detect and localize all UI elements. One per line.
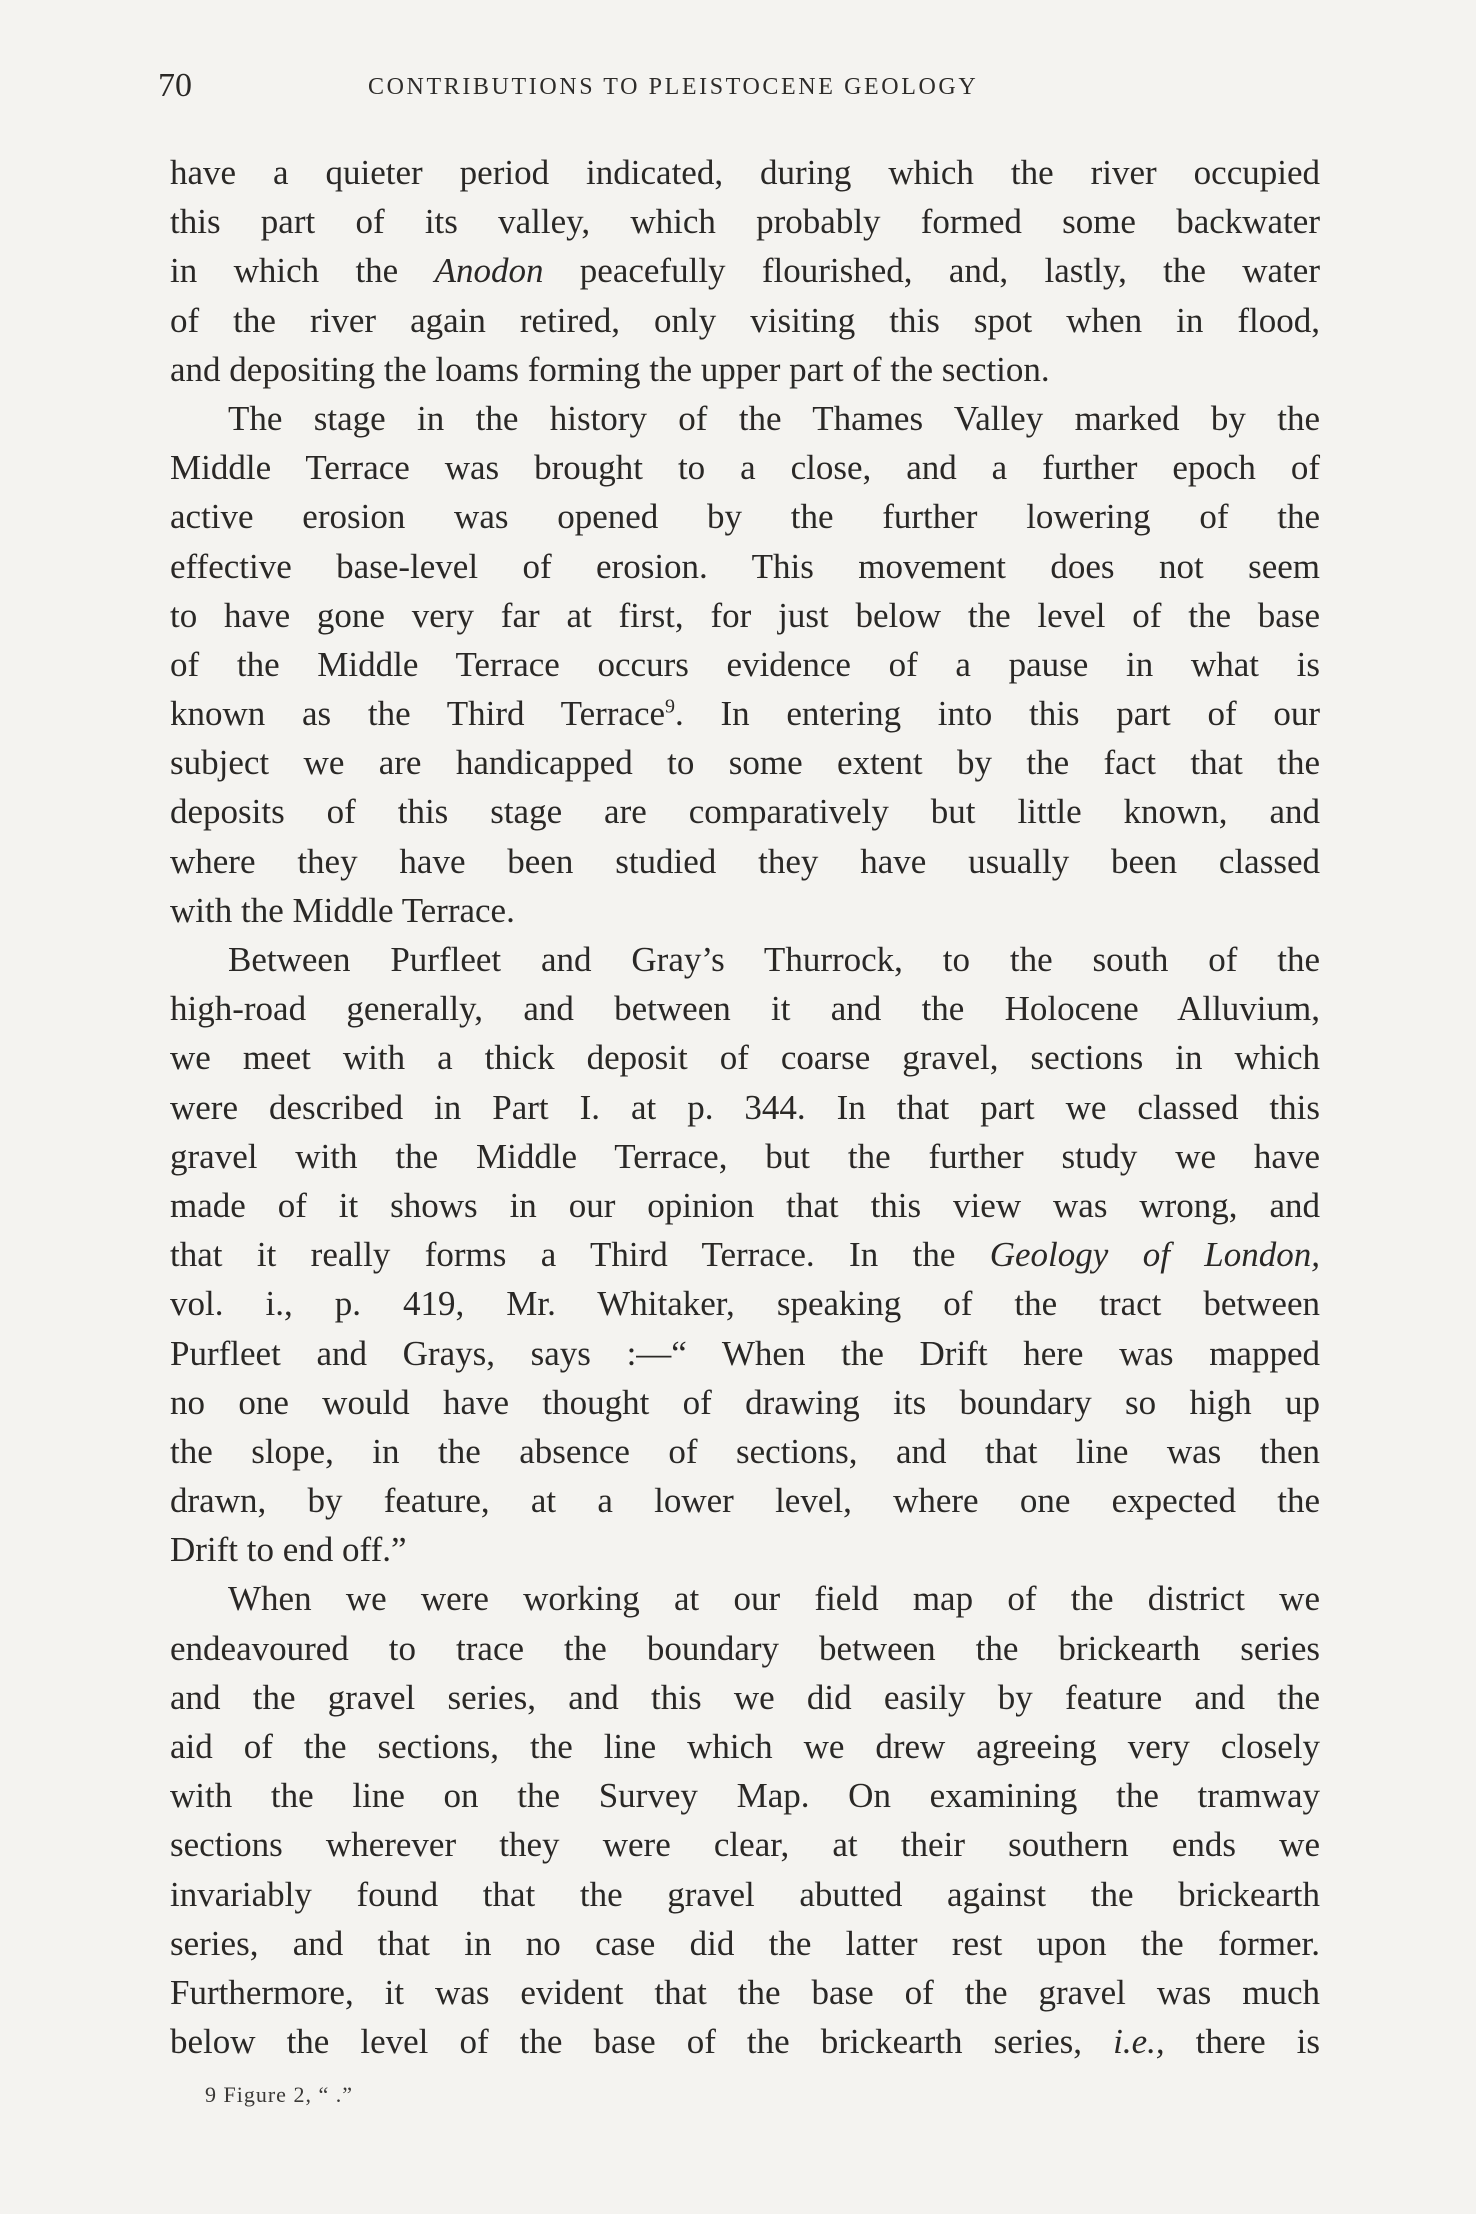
text-segment: . In entering into this part of our	[675, 694, 1320, 734]
text-line: with the line on the Survey Map. On examining the tramway	[170, 1776, 1320, 1816]
text-line: drawn, by feature, at a lower level, where one expected the	[170, 1481, 1320, 1521]
text-line: sections wherever they were clear, at their southern ends we	[170, 1825, 1320, 1865]
text-line: high-road generally, and between it and the Holocene Alluvium,	[170, 989, 1320, 1029]
text-line: and depositing the loams forming the upper part of the section.	[170, 349, 1050, 389]
text-line: deposits of this stage are comparatively but little known, and	[170, 792, 1320, 832]
text-line	[170, 2017, 1320, 2066]
italic-abbreviation: i.e.,	[1113, 2022, 1165, 2062]
text-line: invariably found that the gravel abutted against the brickearth	[170, 1874, 1320, 1914]
text-segment: that it really forms a Third Terrace. In the	[170, 1235, 956, 1275]
text-line: the slope, in the absence of sections, and that line was then	[170, 1431, 1320, 1471]
text-line: and the gravel series, and this we did easily by feature and the	[170, 1677, 1320, 1717]
footnote: 9 Figure 2, “ .”	[205, 2082, 353, 2107]
text-line: The stage in the history of the Thames Valley marked by the	[228, 398, 1320, 438]
text-line: Furthermore, it was evident that the base of the gravel was much	[170, 1972, 1320, 2012]
text-line: Purfleet and Grays, says :—“ When the Drift here was mapped	[170, 1333, 1320, 1373]
text-segment: there is	[1195, 2022, 1320, 2062]
text-segment: in which the	[170, 251, 399, 291]
text-line	[170, 1230, 1320, 1279]
text-line: Drift to end off.”	[170, 1530, 407, 1570]
text-line: made of it shows in our opinion that this view was wrong, and	[170, 1185, 1320, 1225]
text-segment: known as the Third Terrace	[170, 694, 666, 734]
page-number: 70	[158, 67, 192, 104]
running-head	[158, 66, 1318, 106]
text-line: no one would have thought of drawing its boundary so high up	[170, 1382, 1320, 1422]
text-line: effective base-level of erosion. This movement does not seem	[170, 546, 1320, 586]
footnote-marker: 9	[665, 695, 676, 718]
text-line: this part of its valley, which probably formed some backwater	[170, 202, 1320, 242]
text-segment: below the level of the base of the brickearth series,	[170, 2022, 1083, 2062]
text-line: were described in Part I. at p. 344. In that part we classed this	[170, 1087, 1320, 1127]
text-line: to have gone very far at first, for just below the level of the base	[170, 595, 1320, 635]
text-line	[170, 246, 1320, 295]
running-title: CONTRIBUTIONS TO PLEISTOCENE GEOLOGY	[368, 74, 979, 100]
text-line	[170, 689, 1320, 738]
italic-title: Geology of London,	[989, 1235, 1321, 1275]
text-line: with the Middle Terrace.	[170, 890, 515, 930]
text-line: gravel with the Middle Terrace, but the further study we have	[170, 1136, 1320, 1176]
text-line: vol. i., p. 419, Mr. Whitaker, speaking of the tract between	[170, 1284, 1320, 1324]
text-line: active erosion was opened by the further lowering of the	[170, 497, 1320, 537]
text-line: endeavoured to trace the boundary between the brickearth series	[170, 1628, 1320, 1668]
italic-term: Anodon	[434, 251, 544, 291]
text-line: When we were working at our field map of the district we	[228, 1579, 1320, 1619]
text-line: where they have been studied they have usually been classed	[170, 841, 1320, 881]
text-line: we meet with a thick deposit of coarse gravel, sections in which	[170, 1038, 1320, 1078]
text-line: Between Purfleet and Gray’s Thurrock, to the south of the	[228, 940, 1320, 979]
text-line: of the river again retired, only visiting this spot when in flood,	[170, 300, 1320, 340]
text-line: have a quieter period indicated, during which the river occupied	[170, 153, 1320, 192]
text-line: series, and that in no case did the latter rest upon the former.	[170, 1923, 1320, 1963]
text-line: of the Middle Terrace occurs evidence of a pause in what is	[170, 644, 1320, 684]
body-text	[170, 148, 1320, 2066]
text-line: aid of the sections, the line which we drew agreeing very closely	[170, 1727, 1320, 1766]
text-line: Middle Terrace was brought to a close, and a further epoch of	[170, 448, 1320, 488]
text-segment: peacefully flourished, and, lastly, the water	[579, 251, 1320, 291]
text-line: subject we are handicapped to some extent by the fact that the	[170, 743, 1320, 783]
